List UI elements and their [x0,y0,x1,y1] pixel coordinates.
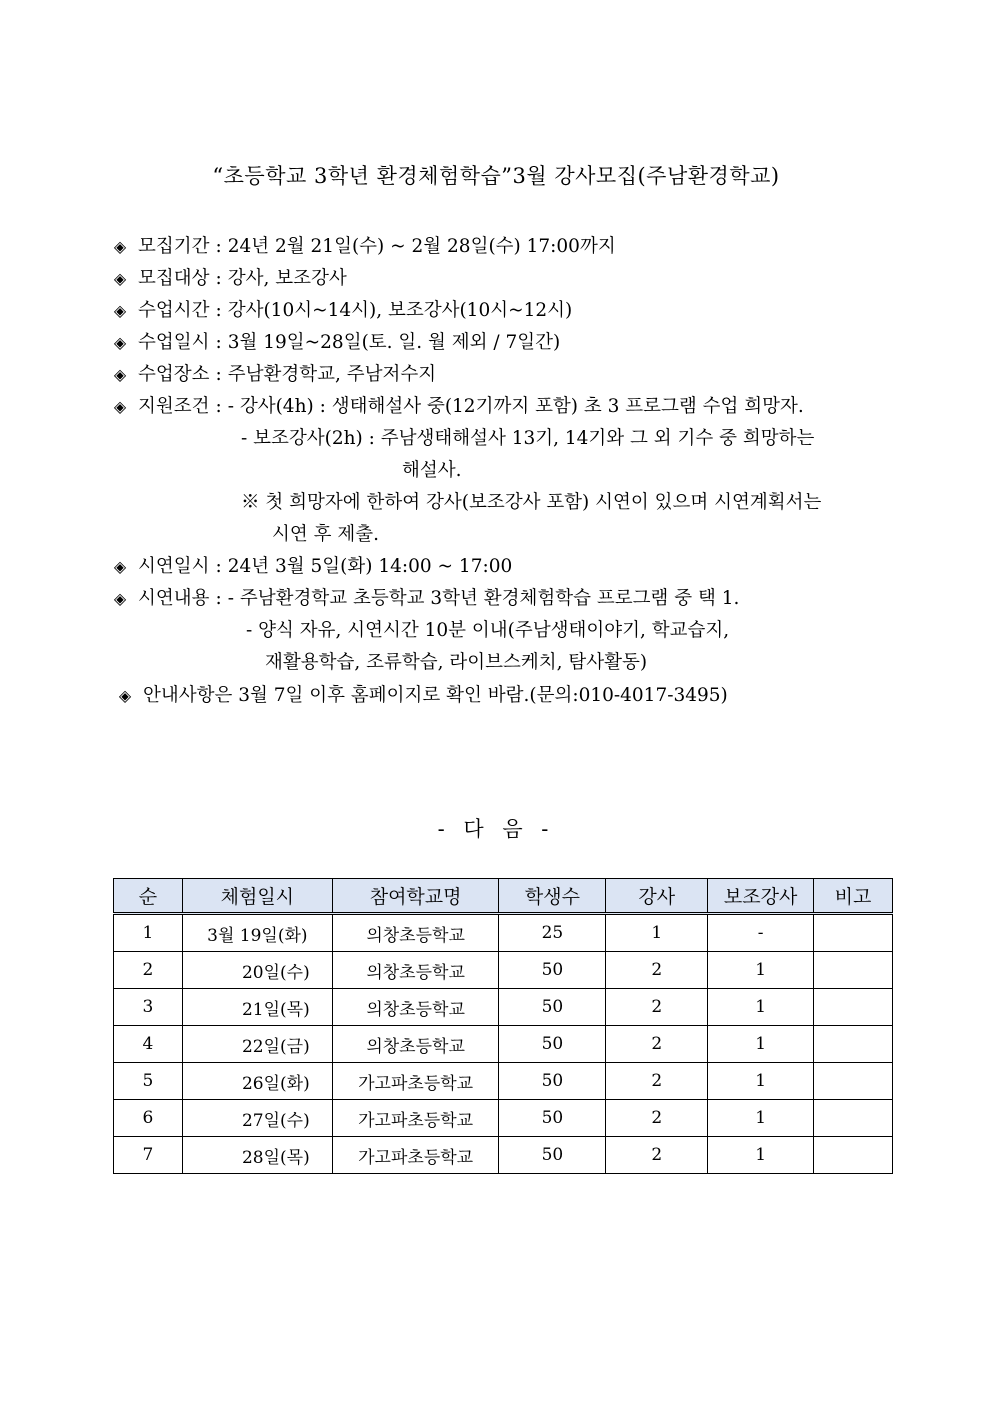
table-header-row [114,879,893,914]
cell-instructors: 1 [606,914,708,952]
item-label: 수업일시 [138,332,210,353]
item-demo-content [110,587,739,611]
cell-date: 21일(목) [182,989,332,1026]
table-row [114,1063,893,1100]
cell-remarks [814,952,893,989]
cell-remarks [814,1063,893,1100]
cell-school: 가고파초등학교 [332,1100,499,1137]
cell-date: 22일(금) [182,1026,332,1063]
diamond-bullet-icon: ◈ [113,397,127,416]
item-conditions [110,395,804,419]
cell-instructors: 2 [606,1063,708,1100]
section-divider-title: - 다 음 - [437,817,555,841]
diamond-bullet-icon: ◈ [118,686,132,705]
notice-line [115,684,728,708]
diamond-bullet-icon: ◈ [113,237,127,256]
item-value: 24년 2월 21일(수) ~ 2월 28일(수) 17:00까지 [227,236,616,257]
cell-assistants: - [708,914,814,952]
cell-no: 2 [114,952,183,989]
item-label: 수업장소 [138,364,210,385]
diamond-bullet-icon: ◈ [113,269,127,288]
item-colon: : [215,268,222,289]
cell-students: 50 [499,1100,606,1137]
document-title: “초등학교 3학년 환경체험학습”3월 강사모집(주남환경학교) [212,164,780,188]
header-remarks: 비고 [814,879,893,914]
cell-date: 26일(화) [182,1063,332,1100]
item-label: 모집대상 [138,268,210,289]
cell-no: 4 [114,1026,183,1063]
header-school: 참여학교명 [332,879,499,914]
diamond-bullet-icon: ◈ [113,365,127,384]
table-row [114,1137,893,1174]
item-recruit-period [110,235,616,259]
diamond-bullet-icon: ◈ [113,333,127,352]
item-label: 시연내용 [138,588,210,609]
item-colon: : [215,396,222,417]
table-row [114,1026,893,1063]
cell-assistants: 1 [708,1063,814,1100]
item-value: 24년 3월 5일(화) 14:00 ~ 17:00 [227,556,513,577]
cell-assistants: 1 [708,1137,814,1174]
item-value: 3월 19일~28일(토. 일. 월 제외 / 7일간) [227,332,561,353]
conditions-note-continued: 시연 후 제출. [272,524,379,545]
cell-no: 7 [114,1137,183,1174]
cell-school: 의창초등학교 [332,914,499,952]
cell-no: 6 [114,1100,183,1137]
cell-instructors: 2 [606,952,708,989]
cell-instructors: 2 [606,1026,708,1063]
cell-school: 가고파초등학교 [332,1137,499,1174]
notice-text: 안내사항은 3월 7일 이후 홈페이지로 확인 바람.(문의:010-4017-3495) [143,685,728,706]
cell-students: 50 [499,1137,606,1174]
cell-assistants: 1 [708,989,814,1026]
cell-remarks [814,1026,893,1063]
conditions-assistant-line: - 보조강사(2h) : 주남생태해설사 13기, 14기와 그 외 기수 중 희망하는 [241,428,815,449]
demo-content-topics-line: 재활용학습, 조류학습, 라이브스케치, 탐사활동) [265,652,648,673]
table-row [114,952,893,989]
table-row [114,914,893,952]
cell-date: 28일(목) [182,1137,332,1174]
item-value: 강사, 보조강사 [227,268,347,289]
diamond-bullet-icon: ◈ [113,589,127,608]
cell-school: 가고파초등학교 [332,1063,499,1100]
item-colon: : [215,556,222,577]
item-label: 지원조건 [138,396,210,417]
cell-students: 50 [499,989,606,1026]
table-row [114,1100,893,1137]
cell-date: 20일(수) [182,952,332,989]
cell-instructors: 2 [606,1100,708,1137]
table-row [114,989,893,1026]
item-colon: : [215,236,222,257]
header-students: 학생수 [499,879,606,914]
cell-no: 5 [114,1063,183,1100]
conditions-assistant-continued: 해설사. [402,460,462,481]
cell-students: 50 [499,1026,606,1063]
cell-date: 3월 19일(화) [182,914,332,952]
cell-remarks [814,989,893,1026]
header-date: 체험일시 [182,879,332,914]
cell-school: 의창초등학교 [332,989,499,1026]
cell-assistants: 1 [708,952,814,989]
item-colon: : [215,332,222,353]
diamond-bullet-icon: ◈ [113,557,127,576]
cell-assistants: 1 [708,1026,814,1063]
cell-students: 25 [499,914,606,952]
item-value: 주남환경학교, 주남저수지 [227,364,437,385]
cell-remarks [814,1100,893,1137]
diamond-bullet-icon: ◈ [113,301,127,320]
cell-school: 의창초등학교 [332,952,499,989]
item-colon: : [215,300,222,321]
item-class-dates [110,331,560,355]
item-label: 수업시간 [138,300,210,321]
header-instructors: 강사 [606,879,708,914]
conditions-note-line: ※ 첫 희망자에 한하여 강사(보조강사 포함) 시연이 있으며 시연계획서는 [241,492,822,513]
item-value: - 주남환경학교 초등학교 3학년 환경체험학습 프로그램 중 택 1. [227,588,740,609]
item-value: 강사(10시~14시), 보조강사(10시~12시) [227,300,573,321]
schedule-table [113,878,893,1174]
item-demo-date [110,555,512,579]
cell-students: 50 [499,952,606,989]
cell-no: 3 [114,989,183,1026]
cell-instructors: 2 [606,1137,708,1174]
item-label: 시연일시 [138,556,210,577]
cell-assistants: 1 [708,1100,814,1137]
item-recruit-target [110,267,347,291]
item-colon: : [215,588,222,609]
cell-remarks [814,1137,893,1174]
item-class-time [110,299,572,323]
cell-instructors: 2 [606,989,708,1026]
header-no: 순 [114,879,183,914]
cell-students: 50 [499,1063,606,1100]
cell-school: 의창초등학교 [332,1026,499,1063]
item-value: - 강사(4h) : 생태해설사 중(12기까지 포함) 초 3 프로그램 수업 희망자. [227,396,804,417]
cell-remarks [814,914,893,952]
demo-content-format-line: - 양식 자유, 시연시간 10분 이내(주남생태이야기, 학교습지, [246,620,730,641]
item-class-location [110,363,436,387]
cell-no: 1 [114,914,183,952]
item-label: 모집기간 [138,236,210,257]
item-colon: : [215,364,222,385]
header-assistants: 보조강사 [708,879,814,914]
cell-date: 27일(수) [182,1100,332,1137]
